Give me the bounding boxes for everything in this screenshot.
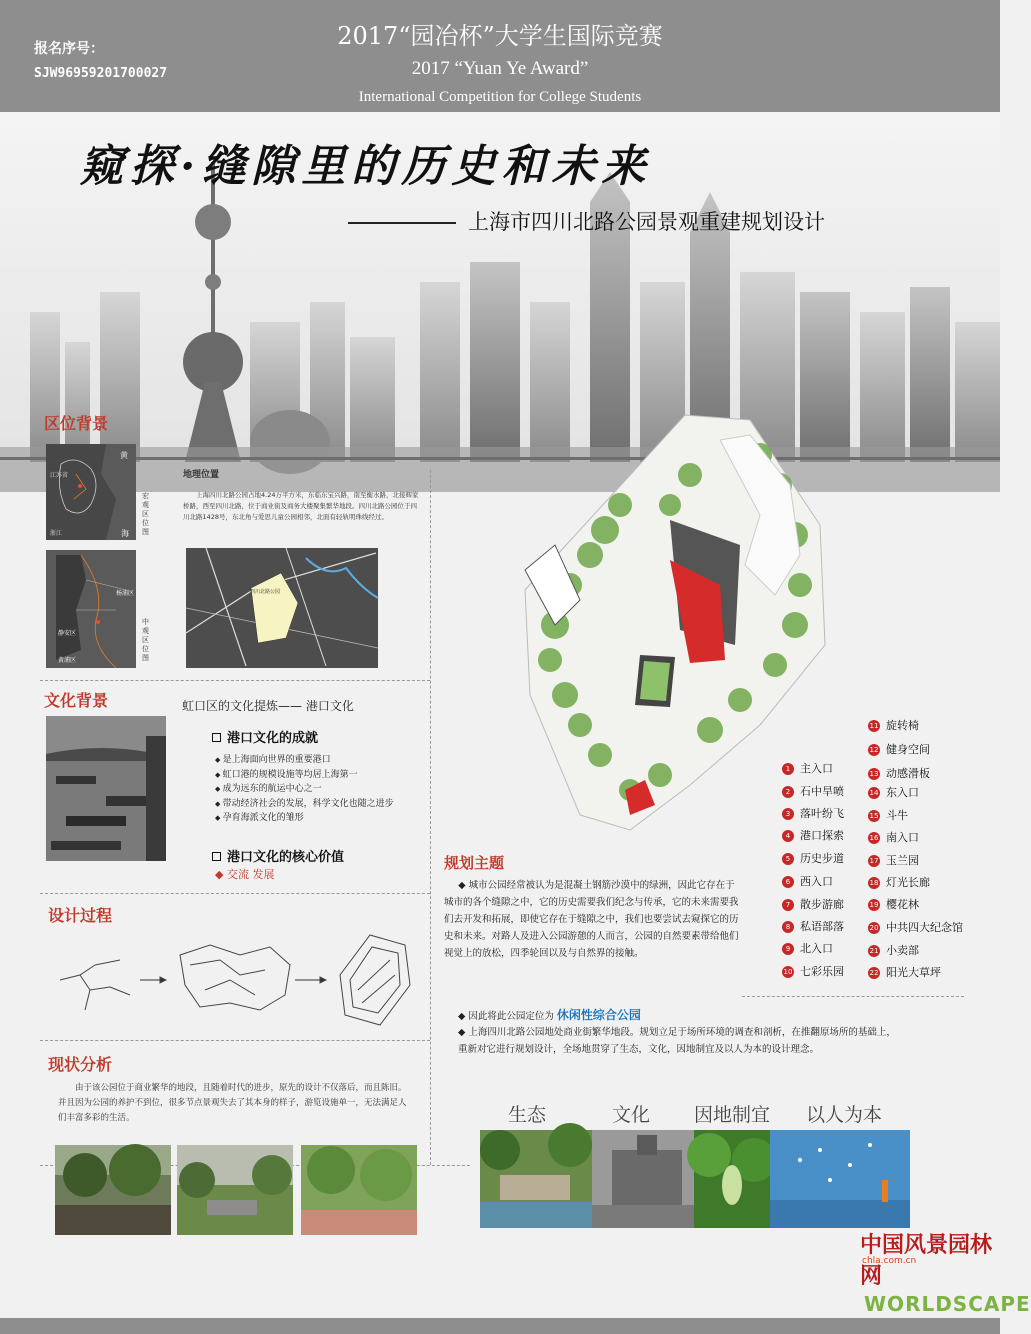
legend-label: 主入口 <box>800 762 833 775</box>
list-item: ◆ 成为远东的航运中心之一 <box>215 782 394 797</box>
theme-positioning <box>458 1006 641 1023</box>
legend-number: 17 <box>869 857 879 865</box>
principle-culture: 文化 <box>612 1104 651 1126</box>
legend-number: 15 <box>869 812 879 820</box>
legend-label: 西入口 <box>800 875 833 888</box>
legend-item-5 <box>782 850 844 866</box>
legend-label: 落叶纷飞 <box>800 807 844 820</box>
legend-number: 21 <box>869 947 879 955</box>
legend-item-3 <box>782 805 844 821</box>
legend-label: 健身空间 <box>886 743 930 756</box>
legend-item-8 <box>782 918 844 934</box>
list-item: ◆ 带动经济社会的发展，科学文化也随之进步 <box>215 797 394 812</box>
core-values-text: ◆ 交流 发展 <box>215 868 275 881</box>
legend-item-1 <box>782 760 833 776</box>
legend-item-11 <box>868 717 919 733</box>
legend-item-10 <box>782 963 844 979</box>
legend-label: 动感滑板 <box>886 767 930 780</box>
legend-item-17 <box>868 852 919 868</box>
competition-title-en: 2017 “Yuan Ye Award” <box>411 58 589 79</box>
legend-number: 18 <box>869 879 879 887</box>
principle-local: 因地制宜 <box>694 1104 771 1126</box>
core-values-heading-text: 港口文化的核心价值 <box>227 850 345 865</box>
culture-section-title: 文化背景 <box>44 691 109 710</box>
meso-map-caption: 中观区位图 <box>142 618 149 662</box>
map-label-zhejiang: 浙江 <box>50 530 63 537</box>
legend-label: 小卖部 <box>886 944 919 957</box>
legend-label: 斗牛 <box>886 809 908 822</box>
design-section-title: 设计过程 <box>48 906 113 925</box>
legend-number: 11 <box>869 722 879 730</box>
legend-item-19 <box>868 896 919 912</box>
positioning-value: 休闲性综合公园 <box>556 1008 641 1022</box>
geo-location-text: 上海四川北路公园占地4.24万平方米，东临东宝兴路，南至衡水路，北接辉家桥路，西至四川北路，位于商业街及商务大楼聚集繁华地段。四川北路公园位于四川北路1428号，东北角与爱思儿童公园相邻，北面有轻轨明珠线经过。 <box>183 491 419 521</box>
divider-3 <box>40 1040 430 1041</box>
legend-label: 南入口 <box>886 831 919 844</box>
watermark-brand: WORLDSCAPE <box>864 1292 1031 1316</box>
legend-item-15 <box>868 807 908 823</box>
header-bar <box>0 0 1000 112</box>
legend-label: 东入口 <box>886 786 919 799</box>
divider-1 <box>40 680 430 681</box>
legend-item-9 <box>782 940 833 956</box>
legend-number: 8 <box>782 921 794 933</box>
map-label-hai: 海 <box>121 529 129 538</box>
legend-label: 灯光长廊 <box>886 876 930 889</box>
list-item: ◆ 孕育海派文化的雏形 <box>215 811 394 826</box>
culture-photo <box>592 1130 694 1228</box>
legend-item-20 <box>868 919 963 935</box>
geo-location-title: 地理位置 <box>183 470 220 480</box>
legend-number: 12 <box>869 746 879 754</box>
legend-number: 19 <box>869 901 879 909</box>
macro-map-caption: 宏观区位图 <box>142 492 149 536</box>
legend-number: 9 <box>782 943 794 955</box>
sub-title-text: 上海市四川北路公园景观重建规划设计 <box>468 210 825 234</box>
legend-number: 14 <box>869 789 879 797</box>
map-label-jiangsu: 江苏省 <box>50 472 69 479</box>
principle-people: 以人为本 <box>806 1104 883 1126</box>
legend-label: 七彩乐园 <box>800 965 844 978</box>
theme-text: ◆ 城市公园经常被认为是混凝土钢筋沙漠中的绿洲，因此它存在于城市的各个缝隙之中，它的历史需要我们纪念与传承，它的未来需要我们去开发和拓展，即使它存在于缝隙之中，我们也要尝试去窥探它的历史和未来。对路人及进入公园游憩的人而言，公园的自然要素带给他们视觉上的放松，四季轮回以及与自然界的接触。 <box>444 880 739 959</box>
legend-number: 20 <box>869 924 879 932</box>
legend-item-16 <box>868 829 919 845</box>
map-label-jingan: 静安区 <box>58 630 77 637</box>
legend-item-12 <box>868 741 930 757</box>
legend-label: 私语部落 <box>800 920 844 933</box>
map-label-huang: 黄 <box>120 451 128 460</box>
theme-text-2: ◆ 上海四川北路公园地处商业街繁华地段。规划立足于场所环境的调查和剖析，在推翻原场所的基础上，重新对它进行规划设计，全场地贯穿了生态，文化，因地制宜及以人为本的设计理念。 <box>458 1027 896 1055</box>
legend-label: 石中旱喷 <box>800 785 844 798</box>
legend-label: 旋转椅 <box>886 719 919 732</box>
theme-section-title: 规划主题 <box>444 854 505 872</box>
status-photo-3 <box>301 1145 417 1235</box>
legend-number: 1 <box>782 763 794 775</box>
legend-item-18 <box>868 874 930 890</box>
harbor-historic-photo <box>46 716 166 861</box>
legend-label: 中共四大纪念馆 <box>886 921 963 934</box>
main-title: 窥探·缝隙里的历史和未来 <box>80 141 652 192</box>
status-photo-1 <box>55 1145 171 1235</box>
map-label-huangpu: 黄浦区 <box>58 657 77 664</box>
sub-title <box>348 206 825 236</box>
culture-heading: 虹口区的文化提炼—— 港口文化 <box>182 699 354 713</box>
legend-item-4 <box>782 827 844 843</box>
legend-number: 7 <box>782 899 794 911</box>
divider-5 <box>742 996 964 997</box>
site-location-map <box>186 548 378 668</box>
principle-ecology: 生态 <box>508 1104 547 1126</box>
legend-label: 北入口 <box>800 942 833 955</box>
legend-number: 4 <box>782 830 794 842</box>
location-section-title: 区位背景 <box>44 414 109 433</box>
legend-number: 13 <box>869 770 879 778</box>
legend-number: 5 <box>782 853 794 865</box>
legend-label: 散步游廊 <box>800 898 844 911</box>
competition-title-cn: 2017“园冶杯”大学生国际竞赛 <box>337 22 663 50</box>
legend-number: 3 <box>782 808 794 820</box>
legend-item-14 <box>868 784 919 800</box>
legend-number: 2 <box>782 786 794 798</box>
status-text: 由于该公园位于商业繁华的地段，且随着时代的进步，原先的设计不仅落后，而且陈旧。并且因为公园的养护不到位，很多节点景观失去了其本身的样子，游览设施单一，无法满足人们丰富多彩的生活。 <box>58 1083 407 1123</box>
footer-bar <box>0 1318 1000 1334</box>
registration-code: SJW96959201700027 <box>34 66 168 81</box>
legend-item-13 <box>868 765 930 781</box>
meso-location-map <box>46 550 136 668</box>
legend-number: 6 <box>782 876 794 888</box>
people-photo <box>770 1130 910 1228</box>
local-photo <box>694 1130 770 1228</box>
core-values-heading <box>212 846 344 865</box>
design-process-diagram <box>40 925 420 1035</box>
status-photo-2 <box>177 1145 293 1235</box>
list-item: ◆ 虹口港的规模设施等均居上海第一 <box>215 768 394 783</box>
legend-item-7 <box>782 896 844 912</box>
competition-subtitle-en: International Competition for College Students <box>358 89 642 105</box>
legend-number: 16 <box>869 834 879 842</box>
watermark-site-url: chla.com.cn <box>862 1256 917 1266</box>
legend-item-6 <box>782 873 833 889</box>
achievements-list <box>215 753 394 826</box>
achievements-heading <box>212 727 318 746</box>
achievements-heading-text: 港口文化的成就 <box>227 731 319 746</box>
registration-label: 报名序号： <box>34 41 104 57</box>
legend-label: 阳光大草坪 <box>886 966 941 979</box>
legend-item-22 <box>868 964 941 980</box>
legend-item-2 <box>782 783 844 799</box>
legend-number: 22 <box>869 969 879 977</box>
list-item: ◆ 是上海面向世界的重要港口 <box>215 753 394 768</box>
map-label-yangpu: 杨浦区 <box>116 590 135 597</box>
legend-label: 历史步道 <box>800 852 844 865</box>
legend-number: 10 <box>783 968 793 976</box>
legend-label: 港口探索 <box>800 829 844 842</box>
legend-item-21 <box>868 942 919 958</box>
ecology-photo <box>480 1130 592 1228</box>
positioning-prefix: ◆ 因此将此公园定位为 <box>458 1011 557 1022</box>
divider-2 <box>40 893 430 894</box>
status-section-title: 现状分析 <box>48 1055 113 1074</box>
watermark-site-cn: 中国风景园林网 <box>860 1232 993 1289</box>
legend-label: 樱花林 <box>886 898 919 911</box>
park-map-label: 四川北路公园 <box>250 589 281 595</box>
legend-label: 玉兰园 <box>886 854 919 867</box>
